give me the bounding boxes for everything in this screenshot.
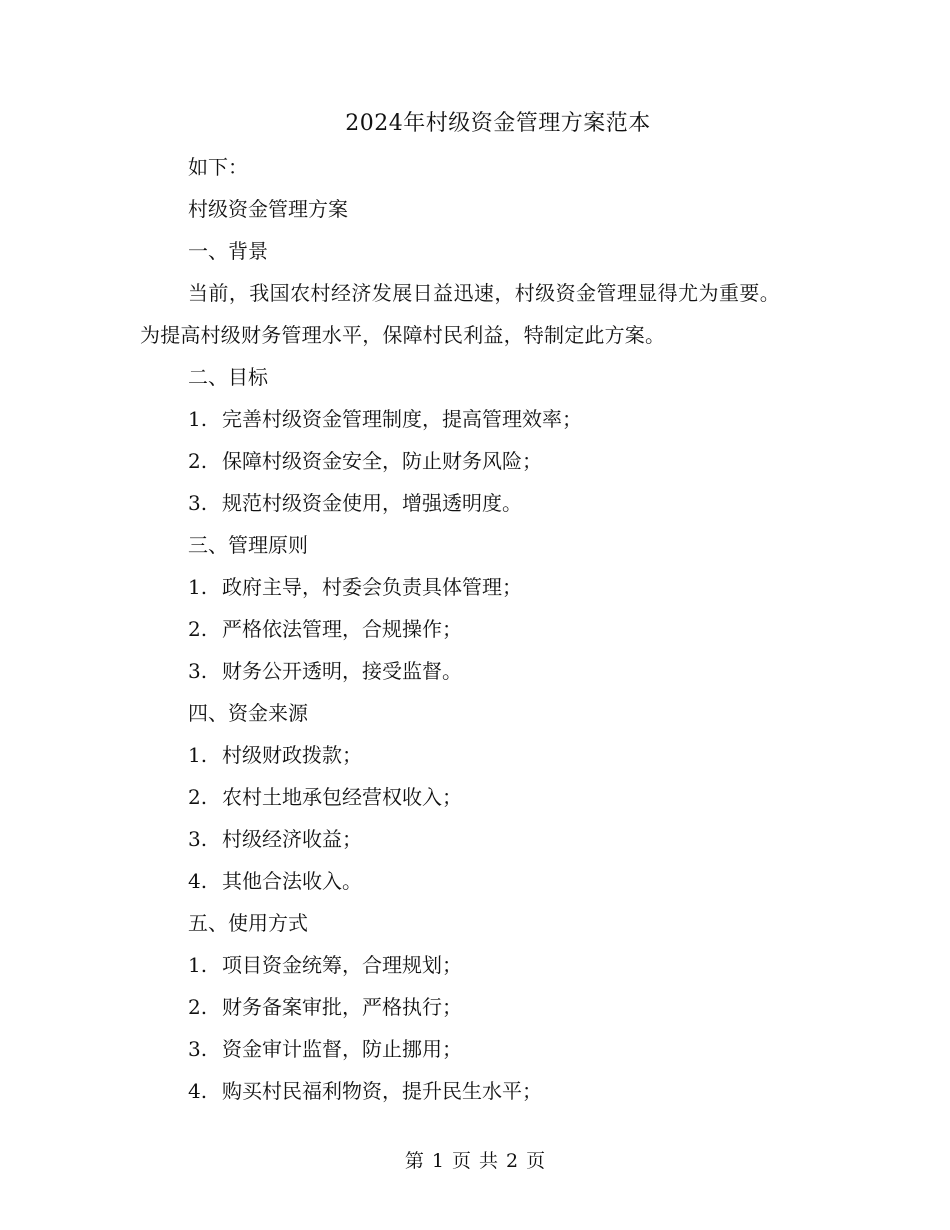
list-item-text: 严格依法管理，合规操作； [222,617,462,641]
list-item-text: 其他合法收入。 [222,869,362,893]
list-item-text: 规范村级资金使用，增强透明度。 [222,491,522,515]
list-item-number: 3. [188,1037,208,1061]
list-item-number: 3. [188,491,208,515]
list-item [140,608,780,650]
list-item-number: 4. [188,1079,208,1103]
list-item-text: 村级经济收益； [222,827,362,851]
document-body [140,146,780,1112]
list-item-text: 财务备案审批，严格执行； [222,995,462,1019]
section-paragraph-background: 当前，我国农村经济发展日益迅速，村级资金管理显得尤为重要。为提高村级财务管理水平，保障村民利益，特制定此方案。 [140,281,780,347]
list-item-text: 政府主导，村委会负责具体管理； [222,575,522,599]
list-item-number: 3. [188,827,208,851]
list-item-number: 1. [188,575,208,599]
list-item-text: 完善村级资金管理制度，提高管理效率； [222,407,582,431]
list-item-text: 财务公开透明，接受监督。 [222,659,462,683]
list-item-text: 购买村民福利物资，提升民生水平； [222,1079,542,1103]
document-title: 2024年村级资金管理方案范本 [345,111,651,136]
page-footer: 第 1 页 共 2 页 [404,1150,546,1172]
list-item-number: 3. [188,659,208,683]
list-item [140,734,780,776]
section-heading-funding-sources: 四、资金来源 [188,701,308,725]
list-item-number: 2. [188,449,208,473]
section-heading-goals: 二、目标 [188,365,268,389]
list-item-text: 项目资金统筹，合理规划； [222,953,462,977]
plan-name: 村级资金管理方案 [188,197,348,221]
list-item [140,1070,780,1112]
list-item-number: 1. [188,953,208,977]
list-item-text: 保障村级资金安全，防止财务风险； [222,449,542,473]
list-item-number: 1. [188,407,208,431]
list-item-text: 资金审计监督，防止挪用； [222,1037,462,1061]
list-item [140,440,780,482]
list-item [140,860,780,902]
list-item [140,776,780,818]
section-heading-usage: 五、使用方式 [188,911,308,935]
list-item-number: 2. [188,785,208,809]
list-item-text: 村级财政拨款； [222,743,362,767]
list-item [140,650,780,692]
list-item [140,818,780,860]
intro-text: 如下： [188,155,248,179]
list-item-text: 农村土地承包经营权收入； [222,785,462,809]
section-heading-background: 一、背景 [188,239,268,263]
list-item [140,944,780,986]
list-item [140,986,780,1028]
list-item-number: 4. [188,869,208,893]
list-item-number: 2. [188,995,208,1019]
list-item-number: 1. [188,743,208,767]
list-item [140,398,780,440]
list-item [140,566,780,608]
list-item [140,1028,780,1070]
list-item-number: 2. [188,617,208,641]
section-heading-principles: 三、管理原则 [188,533,308,557]
list-item [140,482,780,524]
